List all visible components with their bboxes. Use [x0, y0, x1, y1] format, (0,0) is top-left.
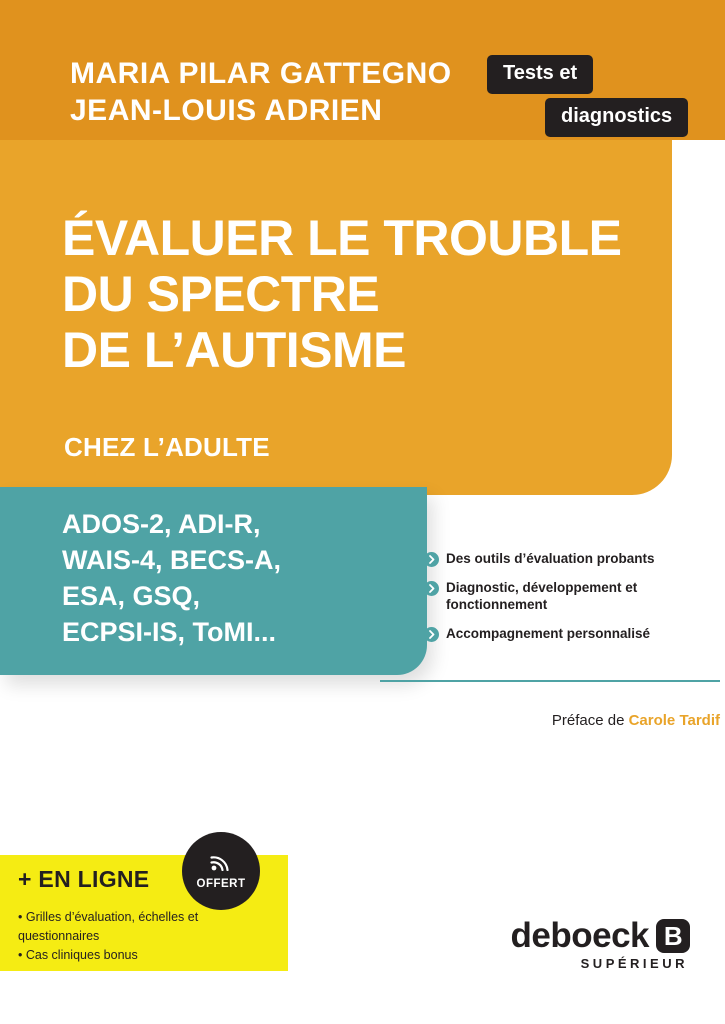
- online-items: [18, 908, 248, 964]
- author-name-1: MARIA PILAR GATTEGNO: [70, 57, 452, 90]
- offert-label: OFFERT: [196, 877, 246, 890]
- online-item-2: • Cas cliniques bonus: [18, 947, 138, 962]
- preface-label: Préface de: [551, 712, 629, 729]
- features-list: [424, 550, 714, 653]
- publisher-logo: [460, 918, 690, 971]
- tests-line-4: ECPSI-IS, ToMI...: [62, 616, 277, 647]
- wifi-icon: [210, 853, 232, 876]
- tests-line-2: WAIS-4, BECS-A,: [62, 544, 282, 575]
- preface-credit: [380, 712, 720, 729]
- preface-author: Carole Tardif: [628, 712, 720, 729]
- title-line-3: DE L’AUTISME: [62, 322, 407, 378]
- title-line-1: ÉVALUER LE TROUBLE: [62, 210, 622, 266]
- series-tag-diagnostics: diagnostics: [545, 98, 688, 137]
- chevron-right-icon: [424, 627, 439, 642]
- tests-line-3: ESA, GSQ,: [62, 580, 201, 611]
- publisher-name: [460, 918, 690, 953]
- page-title: [62, 210, 662, 378]
- page-subtitle: CHEZ L’ADULTE: [64, 432, 270, 462]
- title-line-2: DU SPECTRE: [62, 266, 380, 322]
- publisher-name-part1: de: [510, 916, 551, 955]
- white-notch: [672, 140, 725, 158]
- authors-block: [70, 56, 490, 129]
- series-tag-tests: Tests et: [487, 55, 593, 94]
- chevron-right-icon: [424, 581, 439, 596]
- publisher-monogram: B: [656, 919, 690, 953]
- tests-list: [62, 507, 412, 651]
- list-item: [424, 625, 714, 643]
- feature-label: Accompagnement personnalisé: [446, 625, 651, 641]
- author-name-2: JEAN-LOUIS ADRIEN: [70, 93, 383, 127]
- list-item: [424, 550, 714, 568]
- publisher-name-part2: boeck: [550, 916, 649, 955]
- feature-label: Diagnostic, développement et fonctionnement: [446, 579, 638, 613]
- chevron-right-icon: [424, 552, 439, 567]
- divider: [380, 680, 720, 682]
- list-item: [424, 579, 714, 614]
- tests-line-1: ADOS-2, ADI-R,: [62, 509, 261, 539]
- offert-badge: [182, 832, 260, 910]
- online-heading: + EN LIGNE: [18, 866, 150, 892]
- publisher-tagline: SUPÉRIEUR: [580, 956, 688, 971]
- online-item-1: • Grilles d’évaluation, échelles et questionnaires: [18, 910, 199, 943]
- feature-label: Des outils d’évaluation probants: [446, 551, 655, 566]
